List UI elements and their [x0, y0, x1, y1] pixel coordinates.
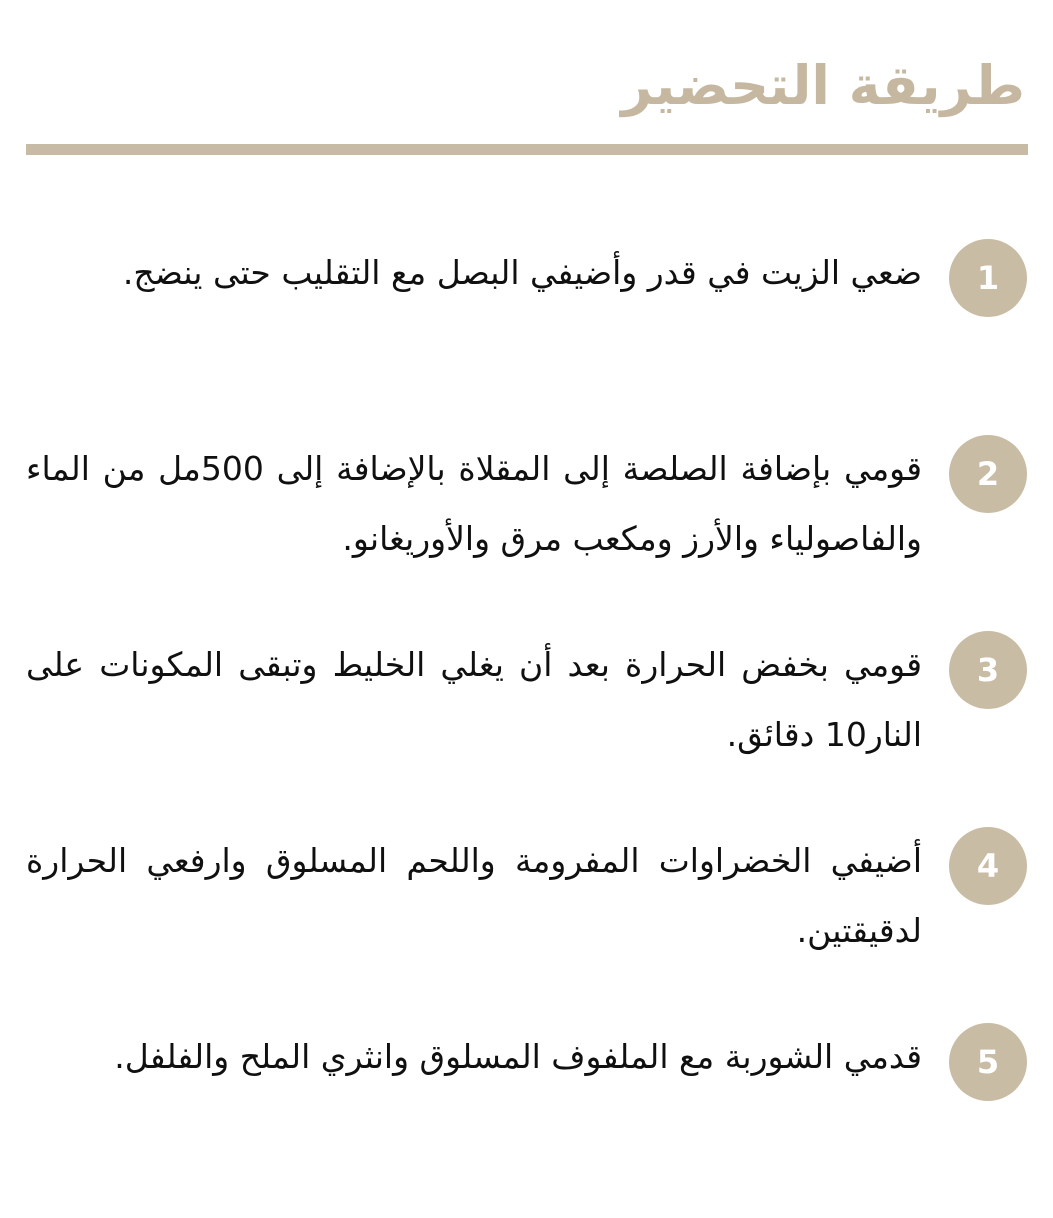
step-number-badge: 4 [949, 827, 1027, 905]
step-item [26, 434, 1027, 630]
step-text: ضعي الزيت في قدر وأضيفي البصل مع التقليب حتى ينضج. [122, 253, 922, 292]
steps-list [26, 238, 1027, 1218]
step-number-badge: 5 [949, 1023, 1027, 1101]
page-title: طريقة التحضير [621, 54, 1025, 117]
step-item [26, 630, 1027, 826]
title-divider [26, 144, 1028, 155]
step-number-badge: 2 [949, 435, 1027, 513]
step-item [26, 238, 1027, 434]
step-text: أضيفي الخضراوات المفرومة واللحم المسلوق وارفعي الحرارة لدقيقتين. [26, 841, 922, 950]
step-text: قدمي الشوربة مع الملفوف المسلوق وانثري الملح والفلفل. [114, 1037, 922, 1076]
step-item [26, 1022, 1027, 1218]
step-item [26, 826, 1027, 1022]
step-number-badge: 1 [949, 239, 1027, 317]
step-text: قومي بخفض الحرارة بعد أن يغلي الخليط وتبقى المكونات على النار10 دقائق. [26, 645, 922, 754]
step-number-badge: 3 [949, 631, 1027, 709]
step-text: قومي بإضافة الصلصة إلى المقلاة بالإضافة إلى 500مل من الماء والفاصولياء والأرز ومكعب مرق والأوريغانو. [26, 449, 922, 558]
